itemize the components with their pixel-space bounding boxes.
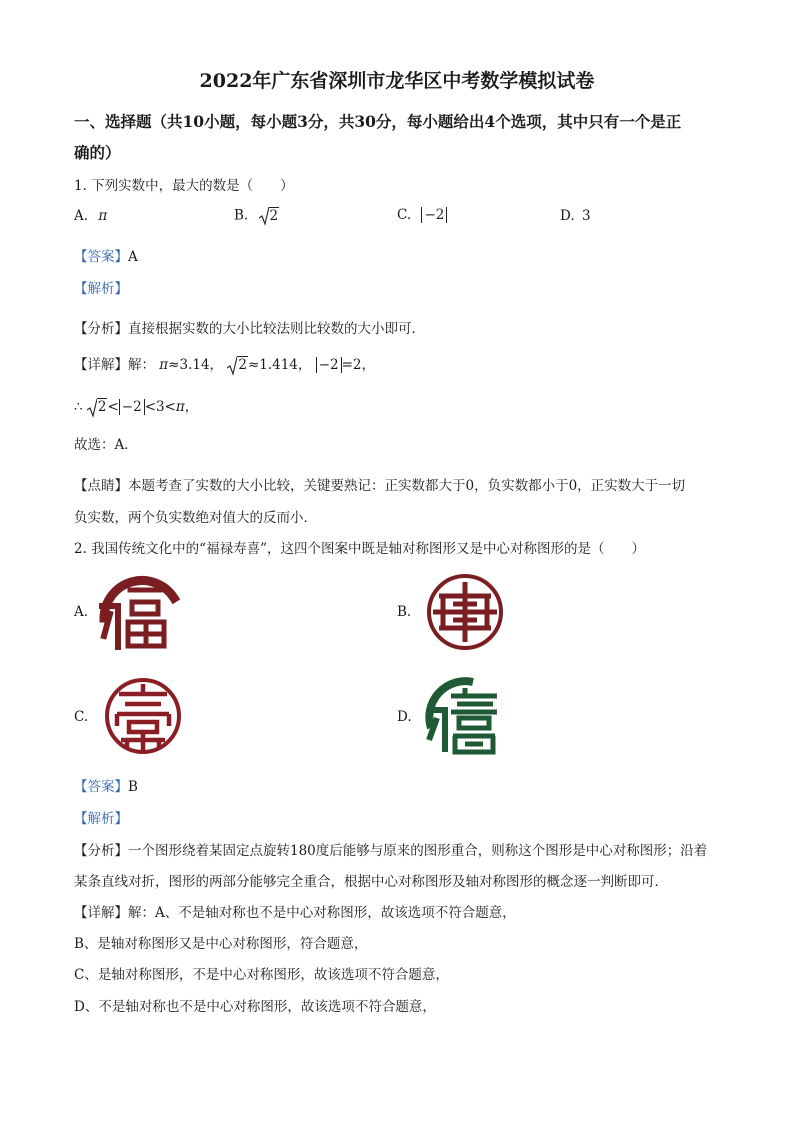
lu-emblem-icon [425, 572, 505, 652]
section-heading-line2: 确的） [74, 143, 121, 162]
q1-xj-radicand: 2 [238, 357, 247, 373]
q1-inequality [74, 395, 198, 418]
q1-ineq-end: ， [184, 399, 199, 415]
q1-dianjing-tag: 【点睛】 [74, 478, 128, 494]
q1-dianjing-text1: 本题考查了实数的大小比较，关键要熟记：正实数都大于0，负实数都小于0，正实数大于一切 [128, 478, 686, 494]
fu-emblem-icon [98, 570, 180, 650]
q1-option-b [234, 206, 279, 226]
q1-option-d-label: D. [560, 208, 575, 224]
sqrt-sign-icon [87, 398, 97, 418]
q2-xiangjie-line2: B、是轴对称图形又是中心对称图形，符合题意， [74, 936, 368, 952]
q1-ineq-sqrt [87, 399, 108, 415]
q2-fenxi-line1 [74, 839, 707, 859]
q2-xiangjie-line1 [74, 901, 516, 921]
q1-fenxi-tag: 【分析】 [74, 321, 128, 337]
q1-option-a-value: π [98, 208, 108, 224]
q1-xj-sqrt [227, 357, 248, 373]
q2-xiangjie-line3: C、是轴对称图形，不是中心对称图形，故该选项不符合题意， [74, 967, 449, 983]
q1-answer-tag: 【答案】 [74, 249, 128, 265]
q1-answer-value: A [128, 249, 138, 265]
q1-xj-pre: 解： [128, 357, 155, 373]
q1-xj-c: =2， [341, 357, 376, 373]
q1-xj-pi: π [159, 357, 169, 373]
q1-fenxi-text: 直接根据实数的大小比较法则比较数的大小即可． [128, 321, 425, 337]
q2-stem: 2. 我国传统文化中的“福禄寿喜”，这四个图案中既是轴对称图形又是中心对称图形的是（ ） [74, 541, 645, 557]
q1-option-b-label: B. [234, 207, 249, 224]
q1-xiangjie [74, 353, 375, 376]
q1-ineq-therefore: ∴ [74, 399, 83, 415]
q1-option-a [74, 208, 107, 224]
q1-option-d-value: 3 [581, 208, 591, 224]
q1-dianjing-line1 [74, 474, 685, 494]
q1-option-c [397, 207, 447, 223]
sqrt-sign-icon [227, 356, 237, 376]
q1-guxuan: 故选：A． [74, 437, 138, 453]
q1-xj-b: ≈1.414， [247, 357, 312, 373]
q1-option-b-sqrt [259, 208, 280, 224]
q2-fenxi-line2: 某条直线对折，图形的两部分能够完全重合，根据中心对称图形及轴对称图形的概念逐一判断即可． [74, 874, 668, 890]
q1-ineq-abs: −2 [119, 399, 145, 415]
q2-option-b-label: B. [397, 604, 412, 620]
q1-ineq-radicand: 2 [97, 399, 107, 415]
q1-answer [74, 245, 138, 265]
sqrt-sign-icon [259, 206, 269, 226]
q1-option-c-label: C. [397, 207, 412, 223]
q2-answer [74, 775, 138, 795]
q2-xiangjie-line4: D、不是轴对称也不是中心对称图形，故该选项不符合题意， [74, 999, 436, 1015]
q1-jiexi-tag: 【解析】 [74, 281, 128, 297]
q2-answer-tag: 【答案】 [74, 779, 128, 795]
xi-emblem-icon [421, 674, 505, 758]
q1-ineq-pi: π [175, 399, 185, 415]
q1-option-b-value: 2 [269, 207, 279, 224]
q1-ineq-lt1: < [107, 399, 119, 415]
q2-xiangjie-tag: 【详解】 [74, 905, 128, 921]
q1-xj-a: ≈3.14， [168, 357, 224, 373]
q2-fenxi-tag: 【分析】 [74, 843, 128, 859]
q1-xiangjie-tag: 【详解】 [74, 357, 128, 373]
q1-option-a-label: A. [74, 208, 89, 224]
q2-answer-value: B [128, 779, 138, 795]
q1-dianjing-line2: 负实数，两个负实数绝对值大的反而小． [74, 510, 317, 526]
q1-fenxi [74, 317, 425, 337]
q1-stem: 1. 下列实数中，最大的数是（ ） [74, 178, 294, 194]
q1-option-d [560, 208, 591, 224]
q1-xj-abs: −2 [316, 357, 342, 373]
q2-option-d-label: D. [397, 709, 412, 725]
q2-option-a-label: A. [74, 604, 89, 620]
shou-emblem-icon [103, 676, 183, 756]
q2-option-c-label: C. [74, 709, 89, 725]
q2-xj-text1: 解：A、不是轴对称也不是中心对称图形，故该选项不符合题意， [128, 905, 516, 921]
q1-option-c-value: −2 [421, 207, 447, 223]
q2-jiexi-tag: 【解析】 [74, 811, 128, 827]
q1-ineq-lt2: <3< [144, 399, 176, 415]
page-title: 2022年广东省深圳市龙华区中考数学模拟试卷 [199, 70, 595, 92]
q2-fenxi-text1: 一个图形绕着某固定点旋转180度后能够与原来的图形重合，则称这个图形是中心对称图形；沿着 [128, 843, 708, 859]
section-heading-line1: 一、选择题（共10小题，每小题3分，共30分，每小题给出4个选项，其中只有一个是正 [74, 112, 682, 131]
